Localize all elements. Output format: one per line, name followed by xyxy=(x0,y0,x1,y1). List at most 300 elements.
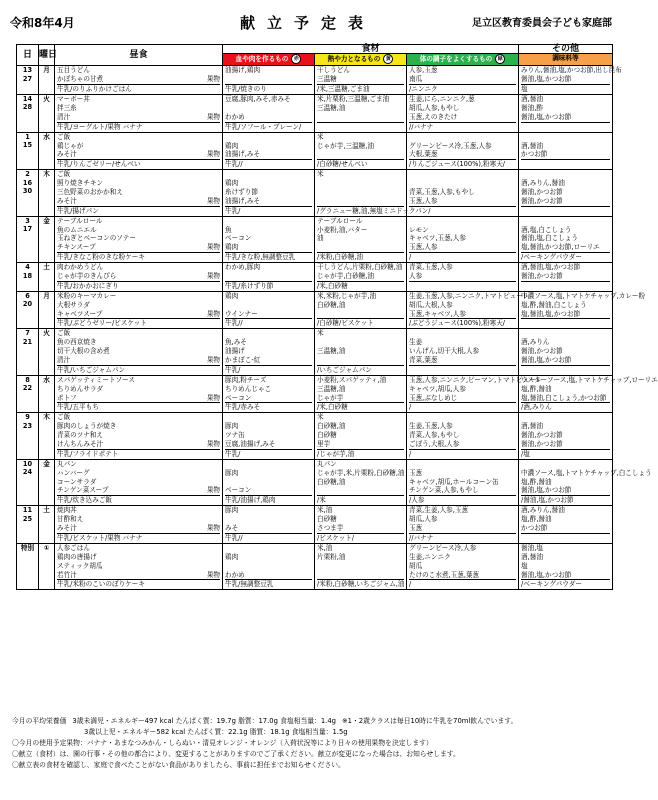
yellow-item xyxy=(317,188,404,197)
ingredient-red xyxy=(223,459,315,505)
other-item: 酒,醤油 xyxy=(521,95,543,104)
green-item: グリーンピース冷,人参 xyxy=(409,543,477,552)
green-item xyxy=(409,329,516,338)
red-item xyxy=(225,562,312,571)
change-note: 〇献立（食材）は、園の行事・その他の都合により、変更することがありますのでご了承ください。献立が変更になった場合は、お知らせします。 xyxy=(12,750,460,758)
yellow-item: 米 xyxy=(317,132,324,141)
other-item: 醤油,塩,かつお節 xyxy=(521,356,572,365)
snack-item: 牛乳/ビスケット/果物 バナナ xyxy=(57,533,220,543)
ingredient-yellow xyxy=(315,543,407,589)
lunch-item: ちりめんサラダ xyxy=(57,384,104,393)
red-item: わかめ,豚肉 xyxy=(225,263,261,272)
ingredient-red xyxy=(223,66,315,95)
day-number: 13 27 xyxy=(17,66,39,95)
lunch-item: 玉ねぎとベーコンのソテー xyxy=(57,234,136,243)
yellow-item: さつま芋 xyxy=(317,524,344,533)
ingredient-other xyxy=(519,329,613,375)
other-item xyxy=(521,217,610,226)
ingredient-yellow xyxy=(315,375,407,413)
other-item: 塩,醤油,かつお節,ローリエ xyxy=(521,243,600,252)
other-item: 塩,酢,醤油,白こしょう xyxy=(521,300,587,309)
other-item: 醤油,かつお節 xyxy=(521,347,563,356)
meal-items xyxy=(55,329,223,375)
green-item xyxy=(409,170,516,179)
green-item xyxy=(409,179,516,188)
lunch-item: みそ汁 果物 xyxy=(57,524,220,533)
other-item: 醤油,塩,かつお節 xyxy=(521,570,572,579)
other-item: 醤油,塩 xyxy=(521,543,543,552)
yellow-item: /米粉,白砂糖,いちごジャム,油 xyxy=(317,580,405,589)
yellow-item: /米粉,白砂糖,油 xyxy=(317,252,404,262)
ingredient-other xyxy=(519,459,652,505)
green-item: 青菜,玉葱,人参,もやし xyxy=(409,187,475,196)
red-item: 牛乳// xyxy=(225,533,312,543)
ingredient-other xyxy=(519,375,658,413)
red-item: みそ xyxy=(225,524,239,533)
day-number: 7 21 xyxy=(17,329,39,375)
red-item: 豚肉 xyxy=(225,468,239,477)
other-item: 塩,醤油,塩,かつお節 xyxy=(521,309,581,318)
ingredient-other xyxy=(519,170,613,216)
red-item: 牛乳// xyxy=(225,159,312,169)
other-item: 中濃ソース,塩,トマトケチャップ,カレー粉 xyxy=(521,291,646,300)
lunch-item: ハンバーグ xyxy=(57,468,90,477)
day-of-week: 木 xyxy=(39,413,55,459)
day-number: 11 25 xyxy=(17,506,39,544)
yellow-item: 干しうどん xyxy=(317,66,350,75)
ingredient-green xyxy=(407,95,519,133)
red-item: 牛乳// xyxy=(225,318,312,328)
yellow-item: 小麦粉,スパゲッティ,油 xyxy=(317,375,387,384)
other-item xyxy=(521,170,610,179)
other-item: /醤油,塩,かつお節 xyxy=(521,495,610,505)
green-item: 玉葱,えのきたけ xyxy=(409,112,458,121)
red-item xyxy=(225,515,312,524)
other-item: 塩,醤油,白こしょう,かつお節 xyxy=(521,393,607,402)
lunch-item: テーブルロール xyxy=(57,216,103,225)
yellow-item: 白砂糖,油 xyxy=(317,300,346,309)
day-of-week: 水 xyxy=(39,132,55,170)
other-item xyxy=(521,460,610,469)
green-item: / xyxy=(409,402,516,412)
day-number: 4 18 xyxy=(17,263,39,292)
red-item: ツナ缶 xyxy=(225,431,245,440)
lunch-item: マーボー丼 xyxy=(57,95,90,104)
lunch-item: キャベツスープ 果物 xyxy=(57,309,220,318)
other-item: かつお節 xyxy=(521,524,548,533)
day-of-week: 火 xyxy=(39,329,55,375)
snack-item: 牛乳/揚げパン xyxy=(57,206,220,216)
lunch-item: ご飯 xyxy=(57,170,71,179)
menu-row xyxy=(17,543,613,589)
green-item: 生姜 xyxy=(409,338,423,347)
ingredient-other xyxy=(519,66,622,95)
col-day: 日 xyxy=(17,45,39,66)
other-item: 酒,みりん,醤油 xyxy=(521,179,565,188)
ingredient-yellow xyxy=(315,459,407,505)
green-item: //バナナ xyxy=(409,533,516,543)
ingredient-green xyxy=(407,132,519,170)
day-number: 3 17 xyxy=(17,216,39,262)
day-of-week: 金 xyxy=(39,459,55,505)
snack-item: 牛乳/ぶどうゼリー/ビスケット xyxy=(57,318,220,328)
yellow-item: 米 xyxy=(317,170,324,179)
red-item: 牛乳/無調整豆乳 xyxy=(225,579,312,589)
category-green: 体の調子をよくするもの 緑 xyxy=(407,54,519,66)
other-item: 塩,酢,醤油 xyxy=(521,384,552,393)
yellow-item xyxy=(317,356,404,365)
red-item: 牛乳/焼きのり xyxy=(225,84,312,94)
yellow-item: /ビスケット/ xyxy=(317,533,404,543)
ingredient-other xyxy=(519,216,613,262)
green-item xyxy=(409,365,516,375)
green-item: 生姜,にら,ニンニク,葱 xyxy=(409,95,475,104)
menu-row xyxy=(17,459,613,505)
ingredient-green xyxy=(407,329,519,375)
yellow-item xyxy=(317,310,404,319)
green-item: 胡瓜,人参 xyxy=(409,515,438,524)
snack-item: 牛乳/のりふりかけごはん xyxy=(57,84,220,94)
green-item xyxy=(409,460,516,469)
day-number: 14 28 xyxy=(17,95,39,133)
lunch-item: 魚のムニエル xyxy=(57,225,97,234)
red-item: 豆腐,油揚げ,みそ xyxy=(225,440,276,449)
green-item: たけのこ水煮,玉葱,葉葱 xyxy=(409,570,480,579)
red-item: 豚肉,粉チーズ xyxy=(225,375,267,384)
green-badge: 緑 xyxy=(495,54,505,64)
red-item: 牛乳/ xyxy=(225,449,312,459)
yellow-item: 白砂糖 xyxy=(317,431,337,440)
organization-name: 足立区教育委員会子ども家庭部 xyxy=(472,18,612,29)
nutrition-line-2: 3歳以上児・エネルギー582 kcal たんぱく質：22.1g 脂質：18.1g 食塩相当量：1.5g xyxy=(84,728,348,736)
meal-items xyxy=(55,132,223,170)
day-number: 2 16 30 xyxy=(17,170,39,216)
other-item: 醤油,かつお節 xyxy=(521,272,563,280)
other-item: 中濃ソース,塩,トマトケチャップ,白こしょう xyxy=(521,468,652,477)
lunch-item: 甘酢和え xyxy=(57,515,84,524)
month-label: 令和8年4月 xyxy=(10,16,75,30)
ingredient-other xyxy=(519,291,646,329)
menu-row xyxy=(17,329,613,375)
red-item: ベーコン xyxy=(225,486,252,495)
green-item: 玉葱,ぶなしめじ xyxy=(409,393,458,402)
yellow-item xyxy=(317,486,404,495)
other-item: かつお節 xyxy=(521,150,548,159)
menu-table xyxy=(16,44,658,590)
green-item: / xyxy=(409,449,516,459)
other-item: 酒,醤油 xyxy=(521,552,543,561)
lunch-item: 清汁 果物 xyxy=(57,112,220,121)
day-of-week: 月 xyxy=(39,66,55,95)
ingredient-red xyxy=(223,216,315,262)
yellow-item: テーブルロール xyxy=(317,216,363,225)
yellow-item: 白砂糖 xyxy=(317,515,337,524)
day-of-week: 金 xyxy=(39,216,55,262)
lunch-item: 照り焼きチキン xyxy=(57,179,104,188)
yellow-item: 米,片栗粉,三温糖,ごま油 xyxy=(317,95,390,104)
green-item: 玉葱,人参,ニンニク,ピーマン,トマトピューレ xyxy=(409,375,543,384)
red-item: 鶏肉 xyxy=(225,552,239,561)
other-item: 醤油,塩,白こしょう xyxy=(521,234,578,243)
red-item: 牛乳/油揚げ,鶏肉 xyxy=(225,495,312,505)
yellow-item xyxy=(317,197,404,206)
green-item: 胡瓜 xyxy=(409,561,423,570)
green-item: 生姜,玉葱,人参 xyxy=(409,422,453,431)
other-item xyxy=(521,365,610,375)
lunch-item: ポトフ 果物 xyxy=(57,393,220,402)
red-item: 油揚げ,みそ xyxy=(225,196,261,205)
lunch-item: みそ汁 果物 xyxy=(57,196,220,205)
nutrition-line-1: 今月の平均栄養価 3歳未満児・エネルギー497 kcal たんぱく質：19.7g 脂質：17.0g 食塩相当量：1.4g ※1・2歳クラスは毎日10時に牛乳を70ml飲んでいます。 xyxy=(12,717,518,725)
lunch-item: 豚肉のしょうが焼き xyxy=(57,422,117,431)
other-item xyxy=(521,329,610,338)
green-item: 青菜,葉葱 xyxy=(409,356,438,365)
yellow-item: じゃが芋,米,片栗粉,白砂糖,油 xyxy=(317,468,405,477)
menu-row xyxy=(17,132,613,170)
green-item: 人参,玉葱 xyxy=(409,66,438,75)
yellow-item: /いちごジャムパン xyxy=(317,365,404,375)
menu-row xyxy=(17,95,613,133)
ingredient-yellow xyxy=(315,95,407,133)
ingredient-red xyxy=(223,291,315,329)
green-item: 青菜,玉葱,人参 xyxy=(409,263,453,272)
green-item: /人参 xyxy=(409,495,516,505)
green-item: キャベツ,玉葱,人参 xyxy=(409,234,466,243)
lunch-item: ご飯 xyxy=(57,132,71,141)
red-item: 牛乳/ xyxy=(225,206,312,216)
yellow-item: 三温糖,油 xyxy=(317,347,346,356)
other-item xyxy=(521,533,610,543)
menu-row xyxy=(17,291,613,329)
lunch-item: コーンサラダ xyxy=(57,477,97,486)
ingredient-yellow xyxy=(315,216,407,262)
meal-items xyxy=(55,375,223,413)
lunch-item: 米粉のキーマカレー xyxy=(57,291,117,300)
ingredient-green xyxy=(407,216,519,262)
red-item: わかめ xyxy=(225,570,245,579)
snack-item: 牛乳/りんごゼリー/せんべい xyxy=(57,159,220,169)
day-of-week: 木 xyxy=(39,170,55,216)
green-item: /りんごジュース(100%),粉寒天/ xyxy=(409,159,516,169)
other-item: 酒,みりん xyxy=(521,338,550,347)
ingredient-green xyxy=(407,506,519,544)
fruit-note: 〇今月の使用予定果物：バナナ・あまなつみかん・しらぬい・清見オレンジ・オレンジ（入荷状況等により日々の使用果物を決定します） xyxy=(12,739,433,747)
ingredient-red xyxy=(223,329,315,375)
col-other: その他 xyxy=(519,45,613,54)
red-item: 豚肉 xyxy=(225,506,239,515)
other-item xyxy=(521,122,610,132)
other-item: みりん,醤油,塩,かつお節,出し昆布 xyxy=(521,66,622,75)
yellow-item: 米,油 xyxy=(317,506,333,515)
meal-items xyxy=(55,543,223,589)
other-item: 酒,醤油 xyxy=(521,422,543,431)
red-item: 鶏肉 xyxy=(225,179,239,188)
yellow-item: 丸パン xyxy=(317,459,337,468)
lunch-item: じゃが芋のきんぴら 果物 xyxy=(57,272,220,280)
ingredient-red xyxy=(223,95,315,133)
red-item xyxy=(225,478,312,487)
ingredient-red xyxy=(223,132,315,170)
lunch-item: 丸パン xyxy=(57,459,77,468)
lunch-item: 魚の西京焼き xyxy=(57,338,97,347)
yellow-item xyxy=(317,179,404,188)
green-item: 生姜,ニンニク xyxy=(409,552,451,561)
green-item: 青菜,生姜,人参,玉葱 xyxy=(409,506,469,515)
page-header xyxy=(0,8,626,42)
red-item xyxy=(225,413,312,422)
menu-row xyxy=(17,375,613,413)
ingredient-other xyxy=(519,95,613,133)
green-item: キャベツ,胡瓜,ホールコーン缶 xyxy=(409,477,499,486)
red-item: 油揚げ xyxy=(225,347,245,356)
red-item: 牛乳/きな粉,無調整豆乳 xyxy=(225,252,312,262)
other-item xyxy=(521,133,610,142)
menu-row xyxy=(17,170,613,216)
day-of-week: 水 xyxy=(39,375,55,413)
lunch-item: 鶏じゃが xyxy=(57,141,84,150)
ingredient-other xyxy=(519,543,613,589)
red-item: 牛乳/糸けずり節 xyxy=(225,281,312,291)
lunch-item: 五目うどん xyxy=(57,66,90,75)
lunch-item: 焼肉丼 xyxy=(57,506,77,515)
green-item xyxy=(409,281,516,291)
red-item: 豚肉 xyxy=(225,422,239,431)
yellow-item xyxy=(317,571,404,580)
lunch-item: かぼちゃの甘煮 果物 xyxy=(57,75,220,84)
yellow-item: /じゃが芋,油 xyxy=(317,449,404,459)
green-item: 胡瓜,人参,もやし xyxy=(409,103,460,112)
lunch-item: ご飯 xyxy=(57,329,71,338)
yellow-item: 米 xyxy=(317,413,324,422)
snack-item: 牛乳/米粉のこいのぼりケーキ xyxy=(57,579,220,589)
green-item: /ニンニク xyxy=(409,84,516,94)
lunch-item: 青菜のツナ和え xyxy=(57,431,104,440)
snack-item: 牛乳/フライドポテト xyxy=(57,449,220,459)
ingredient-other xyxy=(519,413,613,459)
green-item: 胡瓜,大根,人参 xyxy=(409,300,453,309)
day-number: 8 22 xyxy=(17,375,39,413)
lunch-item: ご飯 xyxy=(57,413,71,422)
lunch-item: 大根サラダ xyxy=(57,300,90,309)
other-item: 塩 xyxy=(521,84,610,94)
meal-items xyxy=(55,66,223,95)
meal-items xyxy=(55,95,223,133)
other-item: /塩 xyxy=(521,449,610,459)
other-item: 塩,酢,醤油 xyxy=(521,477,552,486)
ingredient-green xyxy=(407,291,530,329)
green-item: ごぼう,大根,人参 xyxy=(409,440,460,449)
ingredient-green xyxy=(407,66,519,95)
ingredient-green xyxy=(407,263,519,292)
other-item: /酒,みりん xyxy=(521,402,610,412)
red-item: 牛乳/赤みそ xyxy=(225,402,312,412)
yellow-item: 油 xyxy=(317,234,324,243)
yellow-item xyxy=(317,113,404,122)
green-item: //バナナ xyxy=(409,122,516,132)
col-ingredients: 食材 xyxy=(223,45,519,54)
lunch-item: 切干大根の含め煮 xyxy=(57,347,110,356)
snack-item: 牛乳/きなこ粉のきな粉ケーキ xyxy=(57,252,220,262)
lunch-item: けんちんみそ汁 果物 xyxy=(57,440,220,449)
ingredient-red xyxy=(223,170,315,216)
green-item: 玉葱,人参 xyxy=(409,243,438,252)
red-item: ベーコン xyxy=(225,234,252,243)
col-lunch: 昼食 xyxy=(55,45,223,66)
red-item xyxy=(225,170,312,179)
other-item: 醤油,塩,かつお節 xyxy=(521,112,572,121)
yellow-item: じゃが芋 xyxy=(317,393,344,402)
lunch-item: 清汁 果物 xyxy=(57,356,220,365)
green-item: 玉葱 xyxy=(409,524,423,533)
other-item: ウスターソース,塩,トマトケチャップ,ローリエ xyxy=(521,375,658,384)
yellow-item: 三温糖,油 xyxy=(317,384,346,393)
green-item: 人参 xyxy=(409,272,423,280)
ingredient-red xyxy=(223,263,315,292)
green-item: / xyxy=(409,579,516,589)
other-item xyxy=(521,318,610,328)
red-item xyxy=(225,329,312,338)
red-item xyxy=(225,544,312,553)
green-item: 大根,葉葱 xyxy=(409,150,438,159)
ingredient-other xyxy=(519,263,613,292)
other-item: 塩 xyxy=(521,561,528,570)
menu-row xyxy=(17,413,613,459)
red-item: 油揚げ,鶏肉 xyxy=(225,66,261,75)
meal-items xyxy=(55,170,223,216)
meal-items xyxy=(55,506,223,544)
meal-items xyxy=(55,459,223,505)
day-of-week: 土 xyxy=(39,506,55,544)
red-item: 牛乳/ソフール・プレーン/ xyxy=(225,122,312,132)
yellow-item: 白砂糖,油 xyxy=(317,477,346,486)
yellow-item xyxy=(317,243,404,252)
yellow-item: じゃが芋,白砂糖,油 xyxy=(317,272,374,280)
snack-item: 牛乳/炊き込みご飯 xyxy=(57,495,220,505)
yellow-item: 小麦粉,油,バター xyxy=(317,225,368,234)
yellow-item: /白砂糖/ビスケット xyxy=(317,318,404,328)
day-of-week: ① xyxy=(39,543,55,589)
green-item xyxy=(409,133,516,142)
yellow-item xyxy=(317,150,404,159)
red-item: ウインナー xyxy=(225,309,258,318)
yellow-item: 米,油 xyxy=(317,543,333,552)
lunch-item: 鶏肉の唐揚げ xyxy=(57,552,97,561)
ingredient-other xyxy=(519,132,613,170)
meal-items xyxy=(55,291,223,329)
green-item: チンゲン菜,人参,もやし xyxy=(409,486,479,495)
other-item xyxy=(521,281,610,291)
lunch-item: スティック胡瓜 xyxy=(57,561,103,570)
yellow-item xyxy=(317,122,404,132)
red-item: 魚 xyxy=(225,225,232,234)
yellow-item: 米,米粉,じゃが芋,油 xyxy=(317,291,377,300)
menu-row xyxy=(17,506,613,544)
red-item: 鶏肉 xyxy=(225,141,239,150)
ingredient-yellow xyxy=(315,263,407,292)
other-item: 塩,酢,醤油 xyxy=(521,515,552,524)
red-item xyxy=(225,75,312,84)
red-item: 鶏肉 xyxy=(225,243,239,252)
green-item: グリーンピース冷,玉葱,人参 xyxy=(409,141,492,150)
other-item: /ベーキングパウダー xyxy=(521,579,610,589)
day-of-week: 土 xyxy=(39,263,55,292)
yellow-item xyxy=(317,338,404,347)
yellow-item: /米 xyxy=(317,495,404,505)
lunch-item: 若竹汁 果物 xyxy=(57,570,220,579)
red-item xyxy=(225,301,312,310)
green-item: キャベツ,胡瓜,人参 xyxy=(409,384,466,393)
day-of-week: 月 xyxy=(39,291,55,329)
